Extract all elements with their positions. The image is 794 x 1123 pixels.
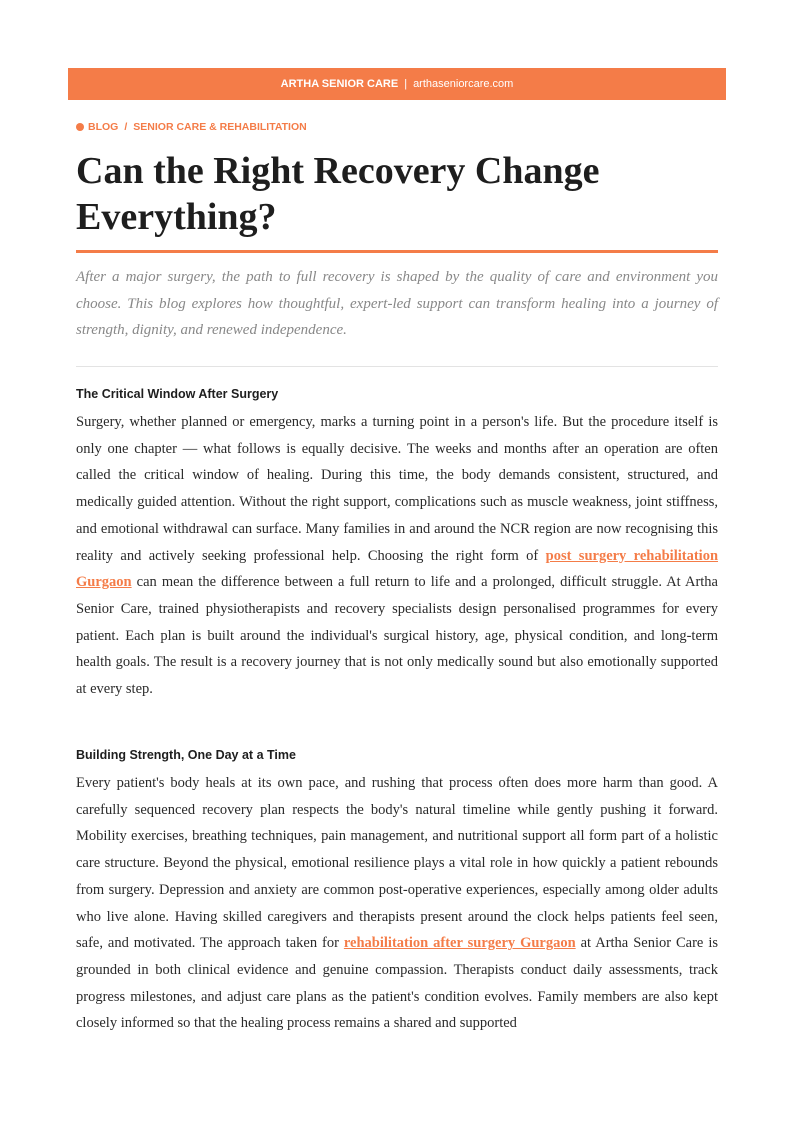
title-underline bbox=[76, 250, 718, 253]
website-link[interactable]: arthaseniorcare.com bbox=[413, 78, 514, 90]
page-title: Can the Right Recovery Change Everything? bbox=[76, 150, 600, 238]
section-body-critical-window bbox=[76, 409, 718, 703]
section-heading-building-strength: Building Strength, One Day at a Time bbox=[76, 748, 296, 762]
breadcrumb bbox=[76, 121, 307, 133]
breadcrumb-separator: / bbox=[124, 121, 128, 133]
header-bar bbox=[68, 68, 726, 100]
breadcrumb-blog[interactable]: BLOG bbox=[88, 121, 119, 133]
body-text: at Artha Senior Care is grounded in both clinical evidence and genuine compassion. Therapists conduct daily assessments, track progress milestones, and adjust care plans as the patient's condition evolves. Family members are also kept closely informed so that the healing process remains a shared and supported bbox=[76, 935, 718, 1032]
header-separator: | bbox=[404, 78, 408, 90]
intro-summary: After a major surgery, the path to full recovery is shaped by the quality of care and environment you choose. This blog explores how thoughtful, expert-led support can transform healing into a journey of strength, dignity, and renewed independence. bbox=[76, 269, 718, 338]
rehab-after-surgery-link[interactable]: rehabilitation after surgery Gurgaon bbox=[343, 935, 576, 952]
brand-name: ARTHA SENIOR CARE bbox=[280, 78, 399, 90]
breadcrumb-category[interactable]: SENIOR CARE & REHABILITATION bbox=[133, 121, 307, 133]
post-surgery-rehab-link[interactable]: post surgery rehabilitation Gurgaon bbox=[76, 547, 719, 591]
section-divider bbox=[76, 366, 718, 367]
section-body-building-strength bbox=[76, 770, 718, 1037]
body-text: Surgery, whether planned or emergency, marks a turning point in a person's life. But the procedure itself is only one chapter — what follows is equally decisive. The weeks and months after an operation are often called the critical window of healing. During this time, the body demands consistent, structured, and medically guided attention. Without the right support, complications such as muscle weakness, joint stiffness, and emotional withdrawal can surface. Many families in and around the NCR region are now recognising this reality and actively seeking professional help. Choosing the right form of bbox=[76, 414, 718, 564]
bullet-dot-icon bbox=[76, 123, 84, 131]
body-text: Every patient's body heals at its own pace, and rushing that process often does more harm than good. A carefully sequenced recovery plan respects the body's natural timeline while gently pushing it forward. Mobility exercises, breathing techniques, pain management, and nutritional support all form part of a holistic care structure. Beyond the physical, emotional resilience plays a vital role in how quickly a patient rebounds from surgery. Depression and anxiety are common post-operative experiences, especially among older adults who live alone. Having skilled caregivers and therapists present around the clock helps patients feel seen, safe, and motivated. The approach taken for bbox=[76, 775, 718, 952]
section-heading-critical-window: The Critical Window After Surgery bbox=[76, 387, 279, 401]
body-text: can mean the difference between a full return to life and a prolonged, difficult struggle. At Artha Senior Care, trained physiotherapists and recovery specialists design personalised programmes for every patient. Each plan is built around the individual's surgical history, age, physical condition, and long-term health goals. The result is a recovery journey that is not only medically sound but also emotionally supported at every step. bbox=[76, 574, 718, 698]
